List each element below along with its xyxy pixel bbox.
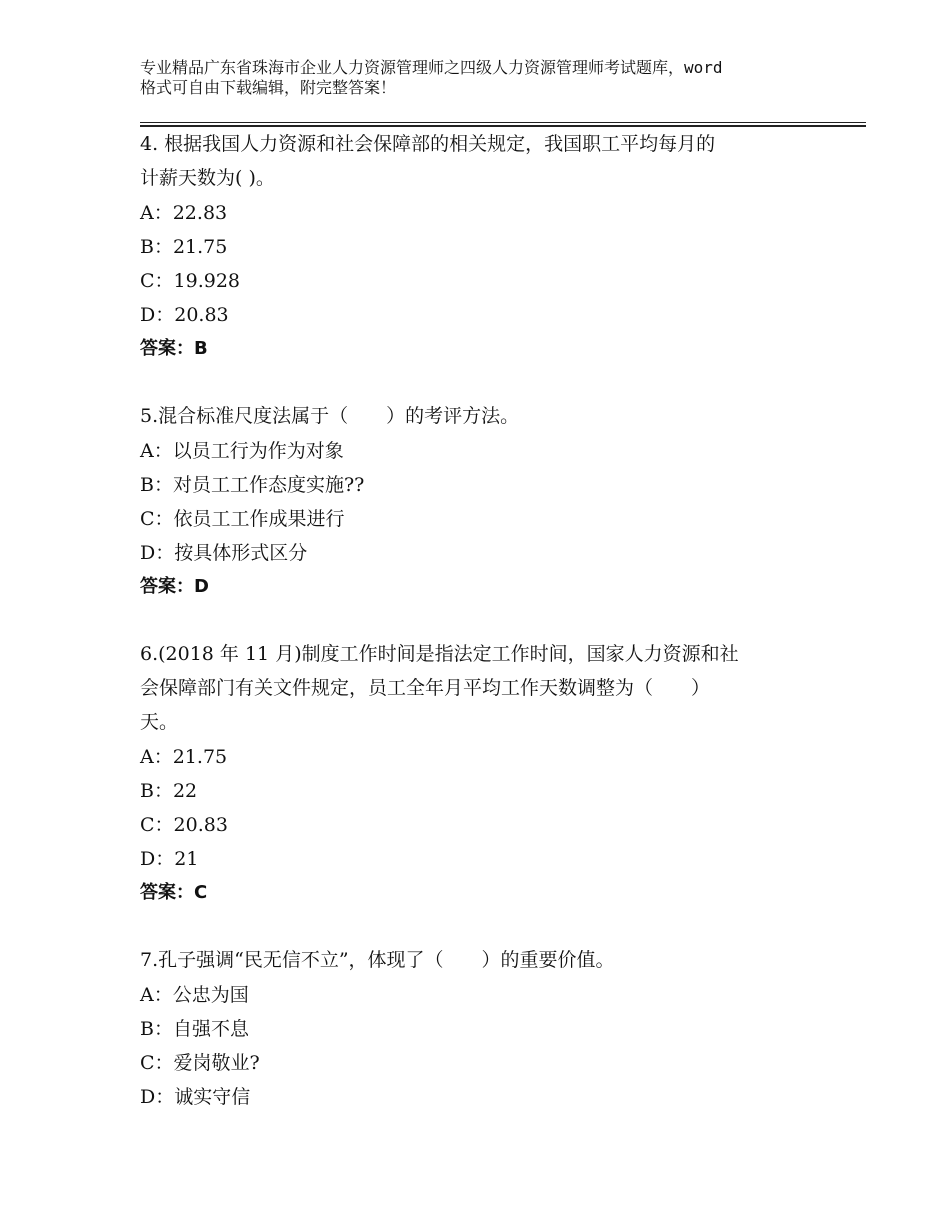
option-a: A：21.75 xyxy=(140,746,228,768)
option-d: D：按具体形式区分 xyxy=(140,542,308,564)
option-b: B：对员工工作态度实施?? xyxy=(140,474,365,496)
option-b: B：21.75 xyxy=(140,236,228,258)
question-text-line: 6.(2018 年 11 月)制度工作时间是指法定工作时间，国家人力资源和社 xyxy=(140,643,739,665)
question-7 xyxy=(140,944,840,1114)
question-text-line: 计薪天数为( )。 xyxy=(140,167,275,189)
spacer xyxy=(140,604,840,638)
document-header xyxy=(140,58,840,98)
question-6 xyxy=(140,638,840,910)
answer-label: 答案：C xyxy=(140,882,208,903)
option-a: A：22.83 xyxy=(140,202,228,224)
question-text-line: 4. 根据我国人力资源和社会保障部的相关规定，我国职工平均每月的 xyxy=(140,133,716,155)
option-c: C：19.928 xyxy=(140,270,241,292)
option-c: C：爱岗敬业? xyxy=(140,1052,260,1074)
option-d: D：诚实守信 xyxy=(140,1086,251,1108)
question-text-line: 5.混合标准尺度法属于（ ）的考评方法。 xyxy=(140,405,520,427)
answer-label: 答案：B xyxy=(140,338,208,359)
question-text-line: 会保障部门有关文件规定，员工全年月平均工作天数调整为（ ） xyxy=(140,677,711,699)
question-list xyxy=(140,128,840,1114)
option-a: A：以员工行为作为对象 xyxy=(140,440,344,462)
header-line-1: 专业精品广东省珠海市企业人力资源管理师之四级人力资源管理师考试题库，word xyxy=(140,58,723,77)
option-c: C：依员工工作成果进行 xyxy=(140,508,345,530)
option-d: D：20.83 xyxy=(140,304,229,326)
option-c: C：20.83 xyxy=(140,814,228,836)
spacer xyxy=(140,366,840,400)
option-b: B：22 xyxy=(140,780,198,802)
option-a: A：公忠为国 xyxy=(140,984,249,1006)
spacer xyxy=(140,910,840,944)
answer-label: 答案：D xyxy=(140,576,209,597)
option-b: B：自强不息 xyxy=(140,1018,249,1040)
header-line-2: 格式可自由下载编辑，附完整答案！ xyxy=(140,78,397,97)
header-rule-thin xyxy=(140,122,866,123)
header-rule-thick xyxy=(140,125,866,127)
question-text-line: 天。 xyxy=(140,711,179,733)
option-d: D：21 xyxy=(140,848,199,870)
question-text-line: 7.孔子强调“民无信不立”，体现了（ ）的重要价值。 xyxy=(140,949,615,971)
question-4 xyxy=(140,128,840,366)
question-5 xyxy=(140,400,840,604)
